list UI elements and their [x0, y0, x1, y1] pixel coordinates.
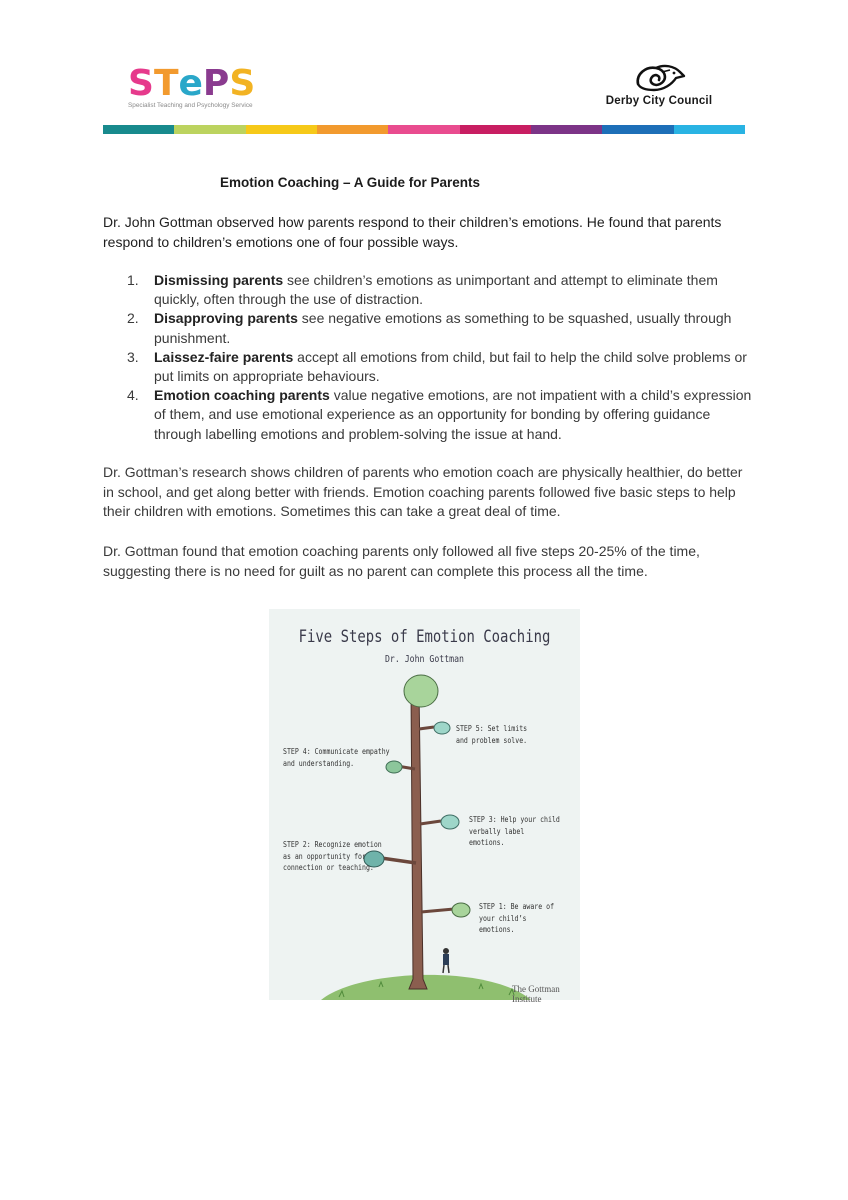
council-logo [594, 62, 724, 110]
steps-logo-letter: T [153, 63, 179, 104]
stripe-segment [674, 125, 745, 134]
list-item [103, 309, 753, 347]
steps-logo-letter: P [202, 63, 230, 104]
header-colour-stripe [103, 125, 745, 134]
gottman-institute-credit: The Gottman Institute [512, 984, 560, 1004]
stripe-segment [103, 125, 174, 134]
intro-paragraph: Dr. John Gottman observed how parents respond to their children’s emotions. He found that parents respond to children’s emotions one of four possible ways. [103, 214, 722, 250]
steps-logo [128, 63, 288, 110]
list-item-number: 3. [127, 348, 139, 365]
list-item-number: 4. [127, 387, 139, 404]
list-item-text: see negative emotions as something to be squashed, usually through punishment. [154, 310, 732, 346]
steps-logo-subtitle: Specialist Teaching and Psychology Service [128, 102, 253, 109]
document-title: Emotion Coaching – A Guide for Parents [220, 175, 481, 190]
steps-logo-letter: S [229, 63, 256, 104]
list-item-term: Disapproving parents [154, 310, 298, 327]
list-item-text: accept all emotions from child, but fail to help the child solve problems or put limits on appropriate behaviours. [154, 348, 747, 385]
stripe-segment [317, 125, 388, 134]
stripe-segment [602, 125, 673, 134]
stripe-segment [246, 125, 317, 134]
research-paragraph: Dr. Gottman’s research shows children of parents who emotion coach are physically healthier, do better in school, and get along better with friends. Emotion coaching parents followed five basic steps to help their children with emotions. Sometimes this can take a great deal of time. [103, 464, 743, 519]
council-name: Derby City Council [605, 95, 713, 107]
emotion-coaching-infographic [269, 609, 580, 1004]
step-3-label: STEP 3: Help your child verbally label emotions. [469, 815, 560, 847]
steps-logo-letter: e [178, 63, 203, 104]
treetop-leaves [404, 675, 438, 707]
list-item-term: Emotion coaching parents [154, 387, 330, 404]
steps-logo-wordmark [128, 63, 288, 104]
step-2-label: STEP 2: Recognize emotion as an opportunity for connection or teaching. [283, 840, 382, 872]
infographic-subtitle: Dr. John Gottman [384, 654, 464, 665]
list-item [103, 386, 753, 444]
list-item-number: 1. [127, 272, 139, 288]
stripe-segment [531, 125, 602, 134]
step-1-label: STEP 1: Be aware of your child’s emotions. [479, 902, 555, 934]
stripe-segment [460, 125, 531, 134]
list-item [103, 348, 753, 386]
list-item [103, 271, 753, 309]
list-item-text: value negative emotions, are not impatient with a child’s expression of them, and use emotional experience as an opportunity for bonding by offering guidance through labelling emotions and problem-solving the issue at hand. [154, 387, 752, 442]
stripe-segment [388, 125, 459, 134]
tree-illustration [269, 609, 580, 1000]
parent-types-list [103, 271, 753, 444]
stripe-segment [174, 125, 245, 134]
list-item-number: 2. [127, 310, 139, 327]
step-4-label: STEP 4: Communicate empathy and understanding. [283, 747, 390, 768]
steps-logo-letter: S [128, 63, 154, 104]
ram-icon [632, 62, 688, 96]
list-item-term: Laissez-faire parents [154, 348, 294, 365]
step-5-label: STEP 5: Set limits and problem solve. [456, 724, 528, 745]
infographic-title: Five Steps of Emotion Coaching [298, 627, 551, 647]
list-item-term: Dismissing parents [154, 272, 284, 288]
finding-paragraph: Dr. Gottman found that emotion coaching parents only followed all five steps 20-25% of the time, suggesting there is no need for guilt as no parent can complete this process all the time. [103, 543, 700, 579]
child-figure [443, 948, 449, 973]
list-item-text: see children’s emotions as unimportant and attempt to eliminate them quickly, often through the use of distraction. [154, 272, 718, 308]
